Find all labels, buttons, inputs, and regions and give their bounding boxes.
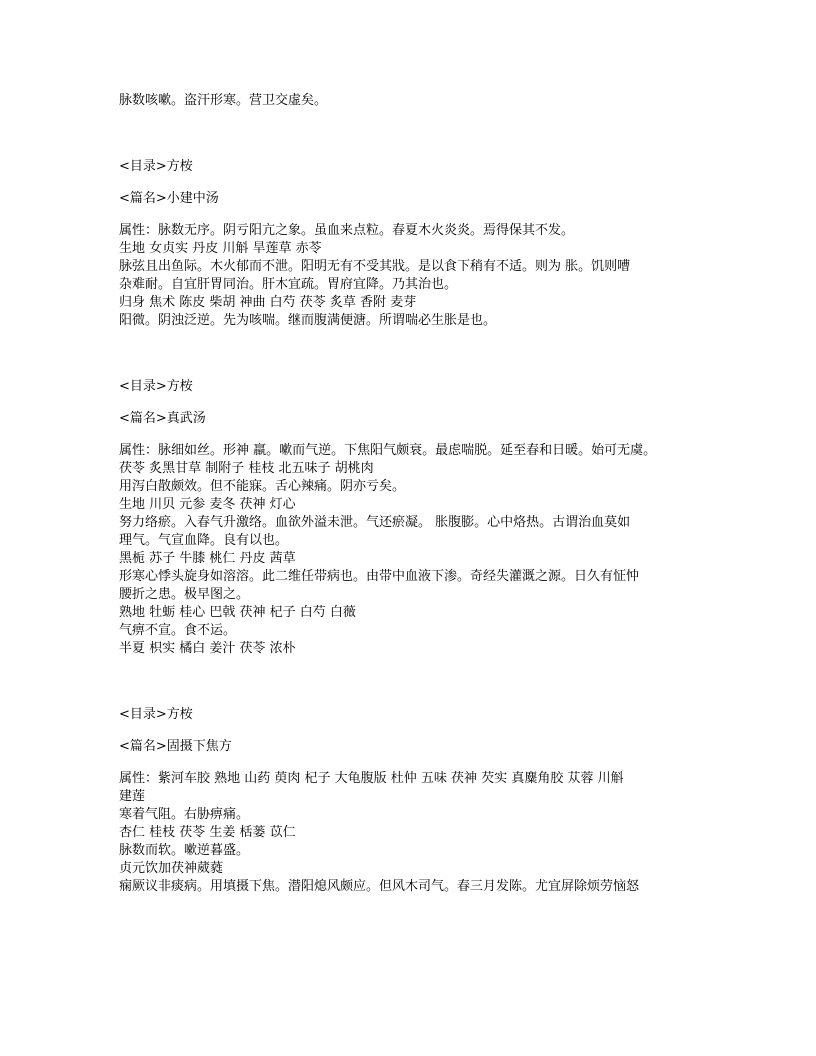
catalog-heading: <目录>方桉 xyxy=(119,159,193,174)
prescription-line: 归身 焦术 陈皮 柴胡 神曲 白芍 茯苓 炙草 香附 麦芽 xyxy=(119,295,417,310)
text-line: 形寒心悸头旋身如溶溶。此二维任带病也。由带中血液下渗。奇经失灌溉之源。日久有怔忡 xyxy=(119,569,640,584)
heading-gap xyxy=(119,396,719,410)
text-line: 努力络瘀。入春气升激络。血欲外溢未泄。气还瘀凝。 胀腹膨。心中烙热。古谓治血莫如 xyxy=(119,515,631,530)
text-line: 杂难耐。自宜肝胃同治。肝木宜疏。胃府宜降。乃其治也。 xyxy=(119,277,458,292)
text-line: 脉弦且出鱼际。木火郁而不泄。阳明无有不受其戕。是以食下稍有不适。则为 胀。饥则嘈 xyxy=(119,259,631,274)
prescription-line: 贞元饮加茯神葳蕤 xyxy=(119,861,224,876)
document-page xyxy=(119,92,719,896)
section-gap xyxy=(119,110,719,158)
text-line: 属性：脉细如丝。形神 羸。嗽而气逆。下焦阳气颇衰。最虑喘脱。延至春和日暖。始可无虞。 xyxy=(119,443,657,458)
heading-gap xyxy=(119,724,719,738)
text-line: 脉数咳嗽。盗汗形寒。营卫交虚矣。 xyxy=(119,93,328,108)
heading-gap xyxy=(119,176,719,190)
heading-gap xyxy=(119,208,719,222)
text-line: 腰折之患。极早图之。 xyxy=(119,587,250,602)
prescription-line: 生地 女贞实 丹皮 川斛 旱莲草 赤苓 xyxy=(119,241,322,256)
text-line: 阳微。阴浊泛逆。先为咳喘。继而腹满便溏。所谓喘必生胀是也。 xyxy=(119,313,497,328)
text-line: 属性：脉数无序。阴亏阳亢之象。虽血来点粒。春夏木火炎炎。焉得保其不发。 xyxy=(119,223,575,238)
text-line: 脉数而软。嗽逆暮盛。 xyxy=(119,843,250,858)
prescription-line: 生地 川贝 元参 麦冬 茯神 灯心 xyxy=(119,497,296,512)
heading-gap xyxy=(119,756,719,770)
prescription-line: 杏仁 桂枝 茯苓 生姜 栝蒌 苡仁 xyxy=(119,825,296,840)
chapter-title: <篇名>固摄下焦方 xyxy=(119,739,232,754)
prescription-line: 茯苓 炙黑甘草 制附子 桂枝 北五味子 胡桃肉 xyxy=(119,461,374,476)
text-line: 寒着气阻。右胁痹痛。 xyxy=(119,807,250,822)
catalog-heading: <目录>方桉 xyxy=(119,379,193,394)
text-line: 理气。气宣血降。良有以也。 xyxy=(119,533,289,548)
text-line: 属性：紫河车胶 熟地 山药 萸肉 杞子 大龟腹版 杜仲 五味 茯神 芡实 真麋角胶 苁蓉 川斛 xyxy=(119,771,624,786)
text-line: 用泻白散颇效。但不能寐。舌心辣痛。阴亦亏矣。 xyxy=(119,479,406,494)
text-line: 痫厥议非痰病。用填摄下焦。潜阳熄风颇应。但风木司气。春三月发陈。尤宜屏除烦劳恼怒 xyxy=(119,879,640,894)
section-gap xyxy=(119,658,719,706)
text-line: 建莲 xyxy=(119,789,146,804)
heading-gap xyxy=(119,428,719,442)
prescription-line: 半夏 枳实 橘白 姜汁 茯苓 浓朴 xyxy=(119,641,296,656)
prescription-line: 黑栀 苏子 牛膝 桃仁 丹皮 茜草 xyxy=(119,551,296,566)
chapter-title: <篇名>真武汤 xyxy=(119,411,206,426)
prescription-line: 熟地 牡蛎 桂心 巴戟 茯神 杞子 白芍 白薇 xyxy=(119,605,356,620)
text-line: 气痹不宣。食不运。 xyxy=(119,623,237,638)
section-gap xyxy=(119,330,719,378)
chapter-title: <篇名>小建中汤 xyxy=(119,191,219,206)
catalog-heading: <目录>方桉 xyxy=(119,707,193,722)
